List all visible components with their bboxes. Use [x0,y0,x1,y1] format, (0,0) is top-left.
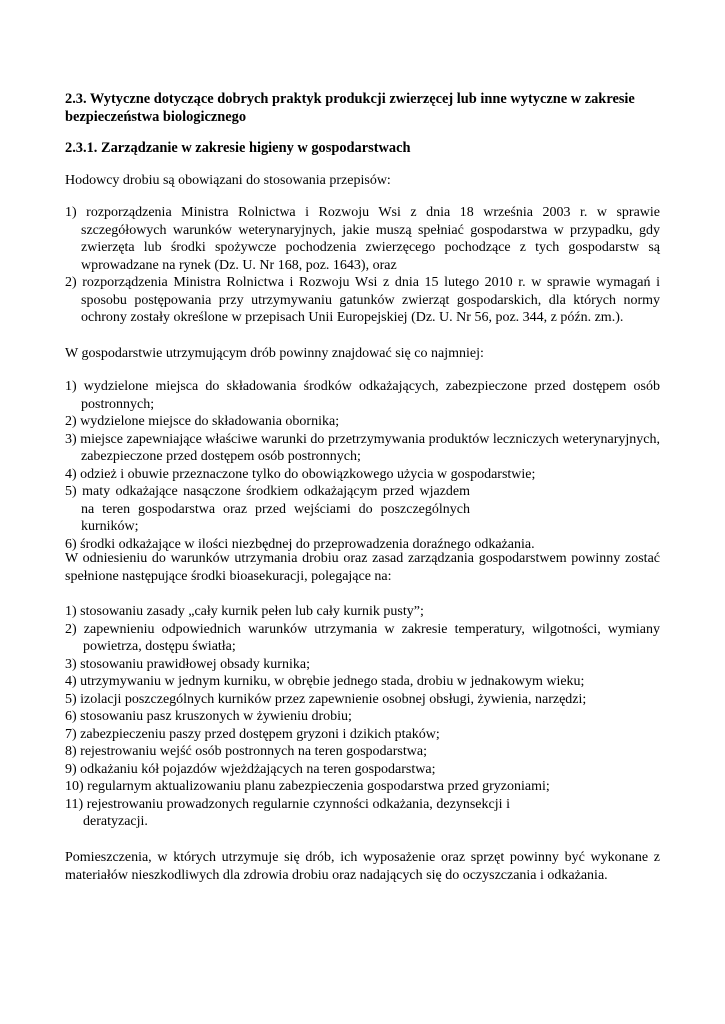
list-item: 3) stosowaniu prawidłowej obsady kurnika; [65,656,310,672]
bioassurance-intro-paragraph: W odniesieniu do warunków utrzymania drobiu oraz zasad zarządzania gospodarstwem powinny zostać spełnione następujące środki bioasekuracji, polegające na: [65,551,660,584]
list-item: 6) stosowaniu pasz kruszonych w żywieniu drobiu; [65,709,352,724]
list-item: 2) wydzielone miejsce do składowania obornika; [65,414,340,429]
list-item: 2) rozporządzenia Ministra Rolnictwa i Rozwoju Wsi z dnia 15 lutego 2010 r. w sprawie wymagań i sposobu postępowania przy utrzymywaniu gatunków zwierząt gospodarskich, dla których normy ochrony zostały określone w przepisach Unii Europejskiej (Dz. U. Nr 56, poz. 344, z późn. zm.). [65,275,660,325]
list-item: 4) odzież i obuwie przeznaczone tylko do obowiązkowego użycia w gospodarstwie; [65,466,536,482]
list-item: 1) wydzielone miejsca do składowania środków odkażających, zabezpieczone przed dostępem osób postronnych; [65,379,660,412]
subsection-heading: 2.3.1. Zarządzanie w zakresie higieny w gospodarstwach [65,140,411,156]
list-item: 3) miejsce zapewniające właściwe warunki do przetrzymywania produktów leczniczych weterynaryjnych, zabezpieczone przed dostępem osób postronnych; [65,431,660,464]
list-item: 5) maty odkażające nasączone środkiem odkażającym przed wjazdem na teren gospodarstwa oraz przed wejściami do poszczególnych kurników; [65,484,470,534]
list-item: 8) rejestrowaniu wejść osób postronnych na teren gospodarstwa; [65,744,427,759]
list-item: 6) środki odkażające w ilości niezbędnej do przeprowadzenia doraźnego odkażania. [65,536,535,552]
list-item: 10) regularnym aktualizowaniu planu zabezpieczenia gospodarstwa przed gryzoniami; [65,779,550,794]
list-item: 5) izolacji poszczególnych kurników przez zapewnienie osobnej obsługi, żywienia, narzędzi; [65,691,587,707]
list-item: 11) rejestrowaniu prowadzonych regularnie czynności odkażania, dezynsekcji i deratyzacji. [65,796,510,829]
section-heading: 2.3. Wytyczne dotyczące dobrych praktyk produkcji zwierzęcej lub inne wytyczne w zakresie bezpieczeństwa biologicznego [65,91,635,125]
regulations-list [65,204,660,327]
list-item: 1) stosowaniu zasady „cały kurnik pełen lub cały kurnik pusty”; [65,604,424,619]
closing-paragraph: Pomieszczenia, w których utrzymuje się drób, ich wyposażenie oraz sprzęt powinny być wykonane z materiałów nieszkodliwych dla zdrowia drobiu oraz nadających się do oczyszczania i odkażania. [65,850,660,883]
farm-intro-paragraph: W gospodarstwie utrzymującym drób powinny znajdować się co najmniej: [65,346,484,361]
list-item: 4) utrzymywaniu w jednym kurniku, w obrębie jednego stada, drobiu w jednakowym wieku; [65,674,585,689]
farm-requirements-list [65,378,660,553]
list-item: 9) odkażaniu kół pojazdów wjeżdżających na teren gospodarstwa; [65,761,436,777]
list-item: 1) rozporządzenia Ministra Rolnictwa i Rozwoju Wsi z dnia 18 września 2003 r. w sprawie szczegółowych warunków weterynaryjnych, jakie muszą spełniać gospodarstwa w przypadku, gdy zwierzęta lub środki spożywcze pochodzenia zwierzęcego pochodzące z tych gospodarstw są wprowadzane na rynek (Dz. U. Nr 168, poz. 1643), oraz [65,205,660,273]
bioassurance-list [65,603,660,831]
intro-paragraph: Hodowcy drobiu są obowiązani do stosowania przepisów: [65,173,391,188]
list-item: 7) zabezpieczeniu paszy przed dostępem gryzoni i dzikich ptaków; [65,726,440,742]
list-item: 2) zapewnieniu odpowiednich warunków utrzymania w zakresie temperatury, wilgotności, wymiany powietrza, dostępu światła; [65,621,660,654]
